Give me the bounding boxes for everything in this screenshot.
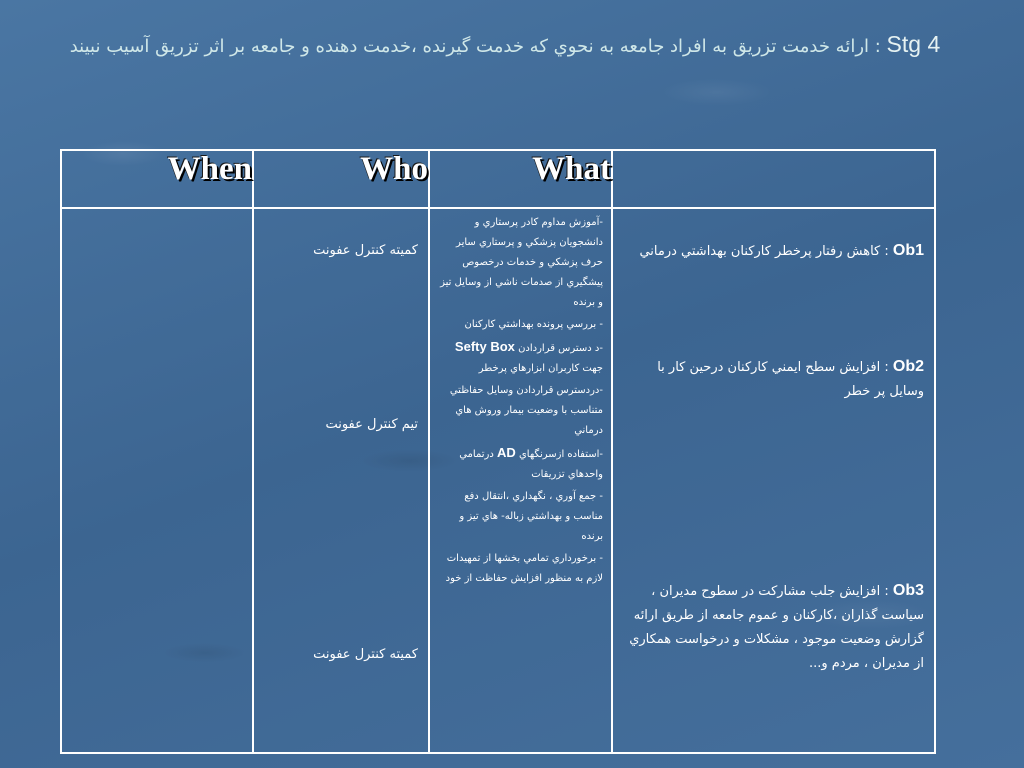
header-when: When [61, 150, 253, 208]
header-row [61, 150, 935, 208]
what-text: -استفاده ازسرنگهاي [515, 449, 603, 460]
what-text: - جمع آوري ، نگهداري ،انتقال دفع مناسب و بهداشتي زباله- هاي تيز و برنده [459, 491, 603, 542]
what-text: -د دسترس قراردادن [514, 343, 603, 354]
what-item [436, 381, 603, 441]
what-item [436, 487, 603, 547]
what-item [436, 549, 603, 589]
who-item: كميته كنترل عفونت [313, 647, 418, 662]
header-objective [612, 150, 935, 208]
what-item [436, 315, 603, 335]
what-text: -آموزش مداوم كادر پرستاري و دانشجويان پزشكي و پرستاري ساير حرف پزشكي و خدمات درخصوص پيشگيري از صدمات ناشي از وسايل تيز و برنده [440, 217, 603, 308]
plan-table [60, 149, 936, 754]
header-what: What [429, 150, 612, 208]
content-row [61, 208, 935, 753]
what-keyword: Sefty Box [454, 339, 515, 354]
objective-code: Ob2 [892, 358, 924, 375]
slide-title [60, 28, 950, 63]
objective-text: : كاهش رفتار پرخطر كاركنان بهداشتي درماني [639, 244, 893, 259]
what-text: جهت كاربران ابزارهاي پرخطر [478, 363, 603, 374]
what-text: -دردسترس قراردادن وسايل حفاظتي متناسب با وضعيت بيمار وروش هاي درماني [449, 385, 603, 436]
objective-code: Ob3 [892, 582, 924, 599]
objective-text: : افزايش جلب مشاركت در سطوح مديران ، سياست گذاران ،كاركنان و عموم جامعه از طريق ارائه گزارش وضعيت موجود ، مشكلات و درخواست همكاري از مديران ، مردم و... [629, 584, 924, 671]
what-item [436, 443, 603, 485]
stage-code: Stg 4 [886, 31, 941, 57]
objective-item [627, 355, 924, 404]
what-text: - برخورداري تمامي بخشها از تمهيدات لازم به منظور افزايش حفاظت از خود [445, 553, 603, 584]
what-keyword: AD [496, 445, 516, 460]
what-text: درتمامي واحدهاي تزريقات [459, 449, 603, 480]
when-cell [61, 208, 253, 753]
objective-cell [612, 208, 935, 753]
what-text: - بررسي پرونده بهداشتي كاركنان [464, 319, 603, 330]
what-item [436, 337, 603, 379]
stage-description: : ارائه خدمت تزريق به افراد جامعه به نحوي كه خدمت گيرنده ،خدمت دهنده و جامعه بر اثر تزريق آسيب نبيند [69, 36, 887, 57]
who-item: كميته كنترل عفونت [313, 243, 418, 258]
what-cell [429, 208, 612, 753]
objective-code: Ob1 [892, 242, 924, 259]
objective-item [627, 579, 924, 676]
who-cell [253, 208, 429, 753]
what-item [436, 213, 603, 313]
objective-text: : افزايش سطح ايمني كاركنان درحين كار با وسايل پر خطر [657, 360, 924, 399]
who-item: تيم كنترل عفونت [325, 417, 418, 432]
objective-item [627, 239, 924, 264]
header-who: Who [253, 150, 429, 208]
